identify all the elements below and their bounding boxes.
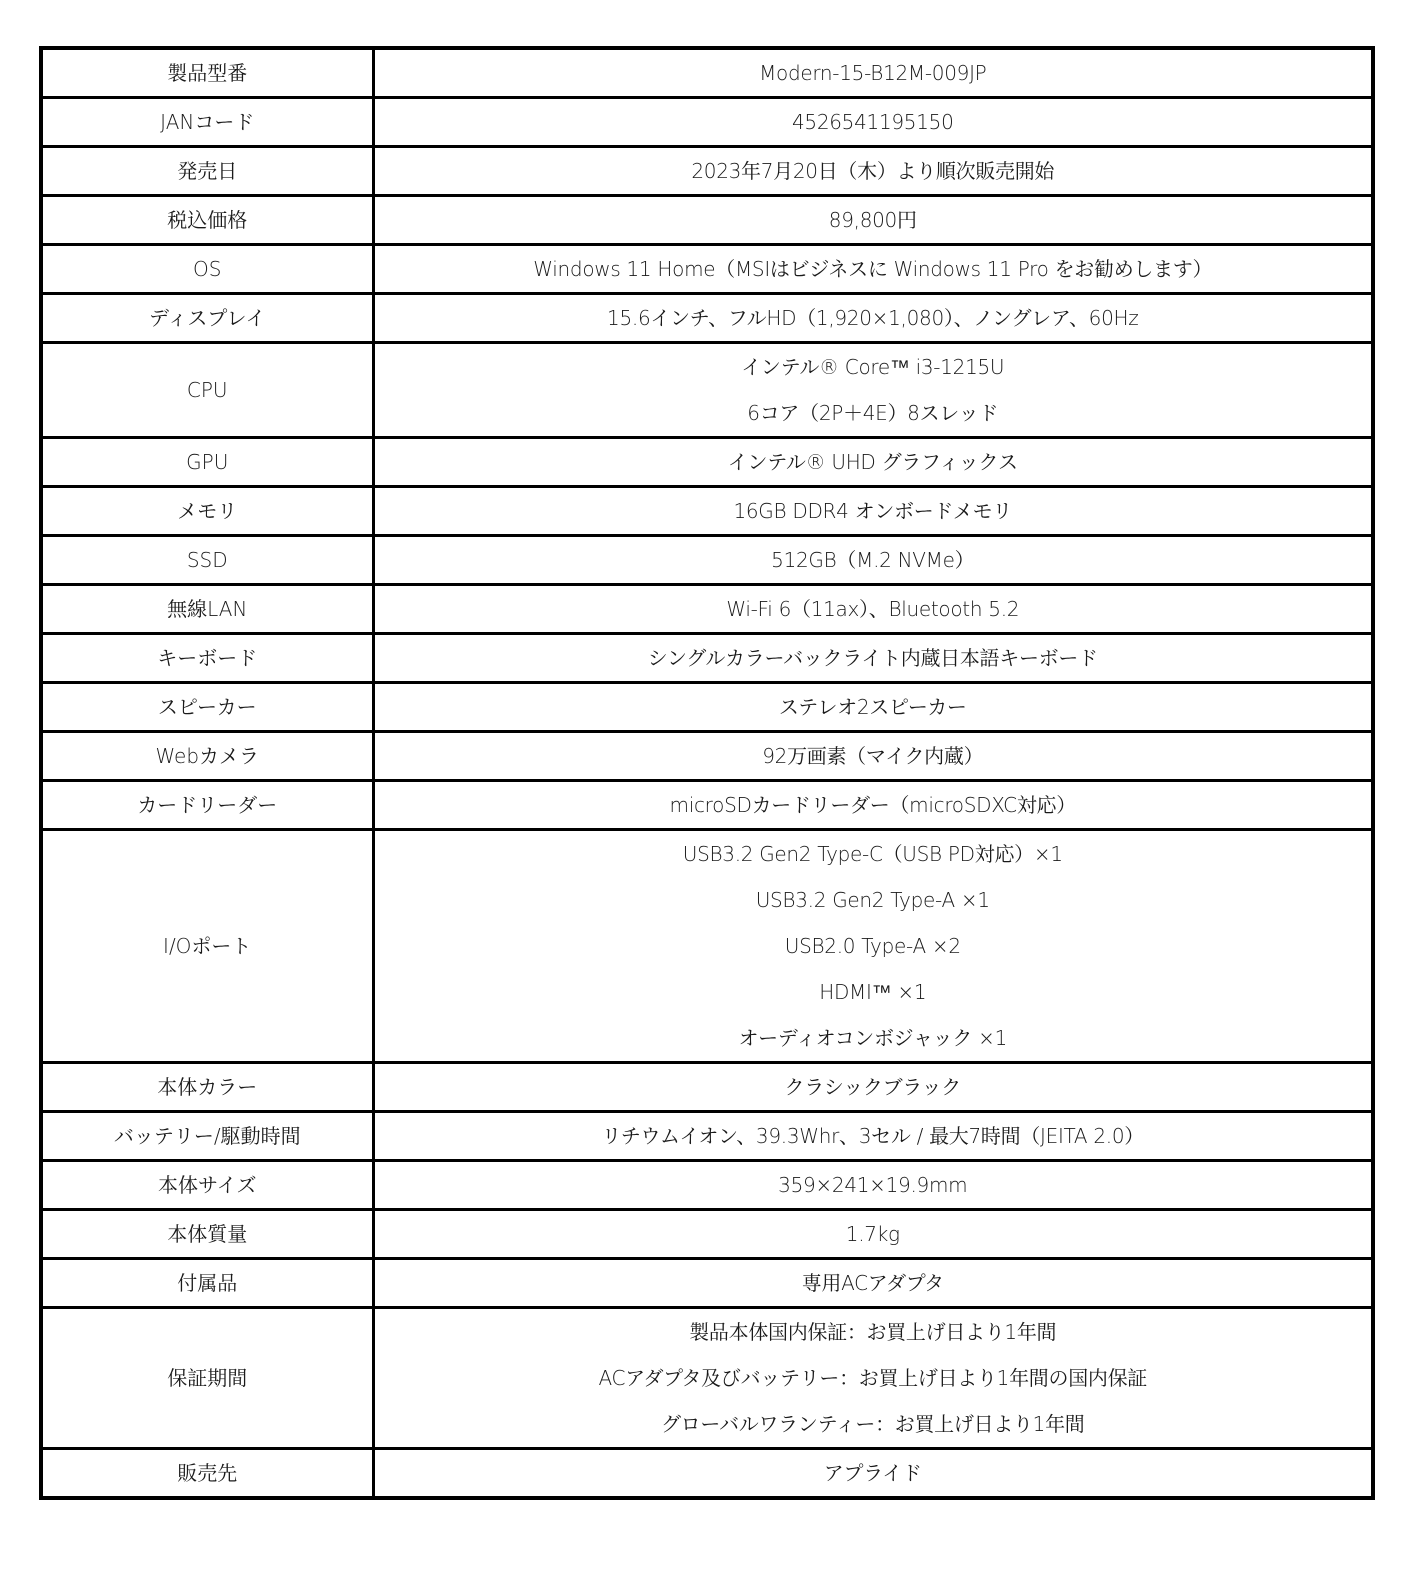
spec-value-line: 15.6インチ、フルHD（1,920×1,080）、ノングレア、60Hz <box>607 306 1139 330</box>
spec-value <box>373 683 1373 732</box>
spec-row <box>41 585 1373 634</box>
spec-row <box>41 1112 1373 1161</box>
spec-value <box>373 585 1373 634</box>
spec-value-line: 4526541195150 <box>791 110 954 134</box>
spec-row <box>41 245 1373 294</box>
spec-table-body <box>41 48 1373 1498</box>
spec-value <box>373 48 1373 98</box>
spec-value <box>373 634 1373 683</box>
spec-value-line: クラシックブラック <box>784 1075 961 1099</box>
spec-value <box>373 438 1373 487</box>
spec-value-line: シングルカラーバックライト内蔵日本語キーボード <box>647 646 1098 670</box>
spec-value-line: USB2.0 Type-A ×2 <box>784 934 961 958</box>
spec-value-line: 2023年7月20日（木）より順次販売開始 <box>691 159 1055 183</box>
spec-row <box>41 1210 1373 1259</box>
spec-value-line: Modern-15-B12M-009JP <box>759 61 987 85</box>
spec-row <box>41 343 1373 438</box>
spec-value <box>373 1063 1373 1112</box>
spec-label: GPU <box>41 438 373 487</box>
spec-row <box>41 1308 1373 1449</box>
spec-value <box>373 1449 1373 1499</box>
spec-label: キーボード <box>41 634 373 683</box>
spec-label: バッテリー/駆動時間 <box>41 1112 373 1161</box>
spec-value-line: 専用ACアダプタ <box>801 1271 944 1295</box>
spec-value-line: HDMI™ ×1 <box>819 980 927 1004</box>
spec-row <box>41 1161 1373 1210</box>
spec-row <box>41 1449 1373 1499</box>
spec-value-line: Wi-Fi 6（11ax）、Bluetooth 5.2 <box>726 597 1020 621</box>
spec-value <box>373 245 1373 294</box>
spec-label: 保証期間 <box>41 1308 373 1449</box>
spec-label: 製品型番 <box>41 48 373 98</box>
spec-value-line: ACアダプタ及びバッテリー：お買上げ日より1年間の国内保証 <box>598 1366 1148 1390</box>
spec-value-line: microSDカードリーダー（microSDXC対応） <box>669 793 1076 817</box>
spec-value-line: ステレオ2スピーカー <box>778 695 967 719</box>
spec-value <box>373 830 1373 1063</box>
spec-label: 本体カラー <box>41 1063 373 1112</box>
spec-label: 無線LAN <box>41 585 373 634</box>
spec-label: CPU <box>41 343 373 438</box>
spec-row <box>41 98 1373 147</box>
spec-value <box>373 1210 1373 1259</box>
spec-value <box>373 294 1373 343</box>
spec-value-line: 89,800円 <box>828 208 917 232</box>
spec-row <box>41 830 1373 1063</box>
spec-value <box>373 98 1373 147</box>
spec-value <box>373 147 1373 196</box>
spec-row <box>41 1259 1373 1308</box>
spec-label: Webカメラ <box>41 732 373 781</box>
spec-row <box>41 1063 1373 1112</box>
spec-value-line: インテル® Core™ i3-1215U <box>741 355 1005 379</box>
spec-value <box>373 196 1373 245</box>
spec-row <box>41 536 1373 585</box>
spec-label: 本体サイズ <box>41 1161 373 1210</box>
spec-row <box>41 294 1373 343</box>
spec-value <box>373 1308 1373 1449</box>
spec-value-line: インテル® UHD グラフィックス <box>727 450 1018 474</box>
spec-label: 本体質量 <box>41 1210 373 1259</box>
spec-label: JANコード <box>41 98 373 147</box>
spec-value-line: リチウムイオン、39.3Whr、3セル / 最大7時間（JEITA 2.0） <box>601 1124 1144 1148</box>
spec-value <box>373 536 1373 585</box>
spec-value-line: USB3.2 Gen2 Type-A ×1 <box>755 888 990 912</box>
spec-value-line: 6コア（2P＋4E）8スレッド <box>747 401 999 425</box>
spec-value <box>373 1259 1373 1308</box>
spec-label: 販売先 <box>41 1449 373 1499</box>
spec-value-line: 359×241×19.9mm <box>778 1173 968 1197</box>
spec-row <box>41 732 1373 781</box>
spec-value <box>373 732 1373 781</box>
spec-row <box>41 781 1373 830</box>
spec-label: OS <box>41 245 373 294</box>
spec-value-line: 1.7kg <box>845 1222 900 1246</box>
spec-value-line: 92万画素（マイク内蔵） <box>762 744 984 768</box>
spec-label: カードリーダー <box>41 781 373 830</box>
spec-value <box>373 487 1373 536</box>
spec-label: I/Oポート <box>41 830 373 1063</box>
spec-label: 税込価格 <box>41 196 373 245</box>
spec-value-line: アプライド <box>823 1461 922 1485</box>
spec-label: SSD <box>41 536 373 585</box>
spec-row <box>41 487 1373 536</box>
spec-row <box>41 683 1373 732</box>
spec-row <box>41 634 1373 683</box>
spec-label: スピーカー <box>41 683 373 732</box>
spec-value <box>373 781 1373 830</box>
spec-value-line: Windows 11 Home（MSIはビジネスに Windows 11 Pro をお勧めします） <box>533 257 1213 281</box>
spec-value-line: オーディオコンボジャック ×1 <box>738 1026 1008 1050</box>
spec-row <box>41 438 1373 487</box>
spec-row <box>41 147 1373 196</box>
spec-value-line: 製品本体国内保証：お買上げ日より1年間 <box>689 1320 1057 1344</box>
spec-label: 付属品 <box>41 1259 373 1308</box>
spec-value-line: グローバルワランティー：お買上げ日より1年間 <box>660 1412 1085 1436</box>
spec-table <box>39 46 1375 1500</box>
spec-value-line: 512GB（M.2 NVMe） <box>771 548 975 572</box>
spec-label: メモリ <box>41 487 373 536</box>
spec-row <box>41 48 1373 98</box>
spec-label: ディスプレイ <box>41 294 373 343</box>
spec-label: 発売日 <box>41 147 373 196</box>
spec-value-line: 16GB DDR4 オンボードメモリ <box>733 499 1013 523</box>
spec-value <box>373 343 1373 438</box>
spec-row <box>41 196 1373 245</box>
spec-value-line: USB3.2 Gen2 Type-C（USB PD対応）×1 <box>682 842 1063 866</box>
spec-value <box>373 1161 1373 1210</box>
spec-value <box>373 1112 1373 1161</box>
